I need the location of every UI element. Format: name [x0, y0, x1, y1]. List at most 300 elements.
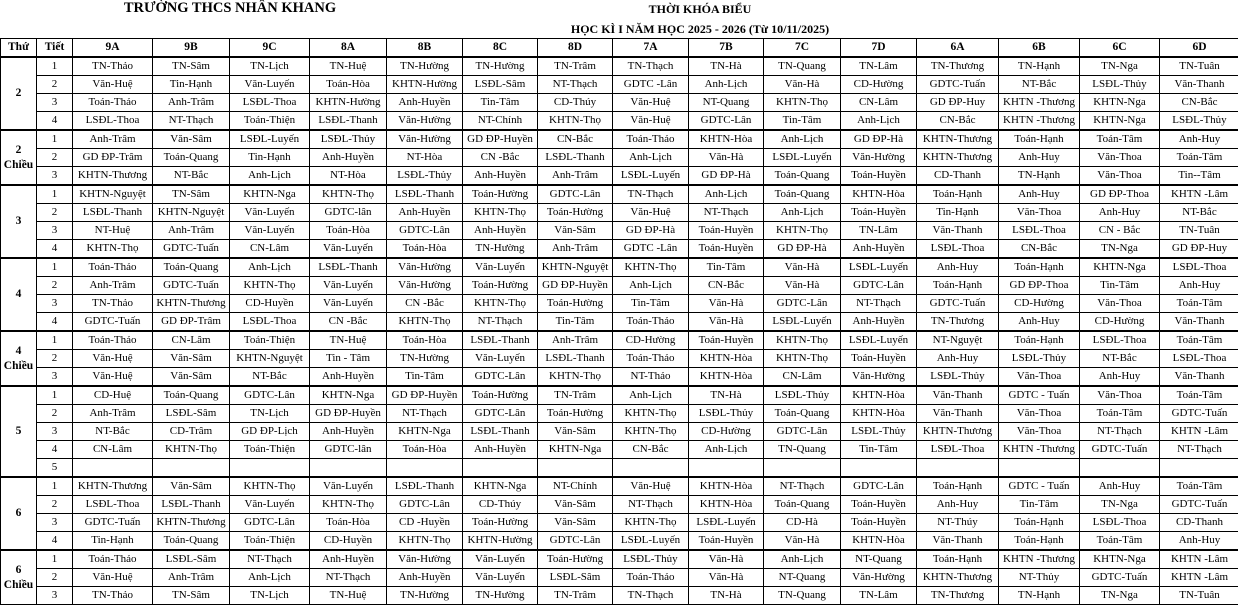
lesson-cell: Toán-Quang	[764, 496, 841, 514]
lesson-cell: KHTN -Lâm	[1160, 185, 1238, 204]
lesson-cell: KHTN-Hòa	[841, 185, 917, 204]
lesson-cell: CD-Huyền	[310, 532, 387, 551]
period-number: 1	[37, 477, 73, 496]
lesson-cell: Toán-Huyền	[841, 496, 917, 514]
lesson-cell: Văn-Luyến	[310, 240, 387, 259]
lesson-cell: Anh-Huy	[1080, 368, 1160, 387]
period-number: 2	[37, 204, 73, 222]
col-header-tiet: Tiết	[37, 39, 73, 58]
lesson-cell: LSĐL-Thủy	[387, 167, 463, 186]
lesson-cell: KHTN-Nguyệt	[73, 185, 153, 204]
lesson-cell	[73, 459, 153, 478]
period-row	[1, 167, 1238, 186]
lesson-cell: Toán-Huyền	[689, 240, 764, 259]
lesson-cell: Văn-Huệ	[73, 76, 153, 94]
lesson-cell: KHTN-Thọ	[153, 441, 230, 459]
timetable	[0, 38, 1238, 605]
lesson-cell: LSĐL-Thoa	[230, 313, 310, 332]
lesson-cell: Toán-Thảo	[613, 130, 689, 149]
lesson-cell: Toán-Thiện	[230, 331, 310, 350]
lesson-cell: NT-Bắc	[1160, 204, 1238, 222]
lesson-cell: Toán-Huyền	[841, 350, 917, 368]
lesson-cell: NT-Thủy	[999, 569, 1080, 587]
lesson-cell: Anh-Lịch	[230, 258, 310, 277]
day-cell	[1, 258, 37, 331]
lesson-cell: GDTC-Tuấn	[917, 76, 999, 94]
lesson-cell: KHTN-Thọ	[310, 496, 387, 514]
lesson-cell: GD ĐP-Lịch	[230, 423, 310, 441]
col-header-class: 6A	[917, 39, 999, 58]
lesson-cell: LSĐL-Luyến	[613, 532, 689, 551]
lesson-cell: GDTC -Lân	[613, 76, 689, 94]
lesson-cell: GDTC-Lân	[689, 112, 764, 131]
col-header-class: 9B	[153, 39, 230, 58]
lesson-cell: Văn-Thoa	[1080, 149, 1160, 167]
period-row	[1, 295, 1238, 313]
lesson-cell: KHTN-Thọ	[613, 514, 689, 532]
period-number: 1	[37, 331, 73, 350]
lesson-cell: Văn-Huệ	[73, 350, 153, 368]
lesson-cell: KHTN-Nga	[1080, 550, 1160, 569]
lesson-cell: GD ĐP-Hà	[764, 240, 841, 259]
lesson-cell: CN-Lâm	[841, 94, 917, 112]
lesson-cell: CD-Hà	[764, 514, 841, 532]
lesson-cell: Toán-Hạnh	[917, 277, 999, 295]
lesson-cell: LSĐL-Luyến	[764, 149, 841, 167]
lesson-cell: GD ĐP-Huyền	[463, 130, 538, 149]
lesson-cell: TN-Lâm	[841, 57, 917, 76]
period-number: 4	[37, 240, 73, 259]
lesson-cell: KHTN-Nga	[230, 185, 310, 204]
lesson-cell: Anh-Lịch	[764, 550, 841, 569]
lesson-cell: LSĐL-Thanh	[387, 477, 463, 496]
lesson-cell: Toán-Quang	[764, 185, 841, 204]
lesson-cell: Anh-Huy	[1160, 277, 1238, 295]
lesson-cell	[999, 459, 1080, 478]
lesson-cell: Văn-Luyến	[230, 76, 310, 94]
lesson-cell: KHTN-Hòa	[689, 368, 764, 387]
period-row	[1, 423, 1238, 441]
lesson-cell: TN-Quang	[764, 441, 841, 459]
lesson-cell: LSĐL-Sâm	[153, 405, 230, 423]
lesson-cell: Tin-Tâm	[689, 258, 764, 277]
lesson-cell: Văn-Huệ	[613, 204, 689, 222]
lesson-cell: Toán-Hạnh	[999, 532, 1080, 551]
lesson-cell: Toán-Hòa	[387, 441, 463, 459]
lesson-cell: Văn-Thanh	[917, 405, 999, 423]
lesson-cell: GDTC-Tuấn	[153, 277, 230, 295]
lesson-cell: TN-Hường	[463, 587, 538, 605]
timetable-body	[1, 57, 1238, 605]
period-row	[1, 532, 1238, 551]
lesson-cell: GDTC-Tuấn	[73, 313, 153, 332]
lesson-cell: TN-Thảo	[73, 295, 153, 313]
lesson-cell: Toán-Hường	[463, 514, 538, 532]
lesson-cell: GDTC - Tuấn	[999, 386, 1080, 405]
lesson-cell: CN -Bắc	[387, 295, 463, 313]
lesson-cell: TN-Quang	[764, 57, 841, 76]
lesson-cell: KHTN -Thương	[999, 441, 1080, 459]
lesson-cell: KHTN -Thương	[999, 112, 1080, 131]
school-name: TRƯỜNG THCS NHÂN KHANG	[96, 0, 364, 16]
day-cell	[1, 130, 37, 185]
lesson-cell: NT-Thạch	[387, 405, 463, 423]
lesson-cell: Văn-Sâm	[538, 423, 613, 441]
period-number: 3	[37, 587, 73, 605]
lesson-cell: CN-Bắc	[613, 441, 689, 459]
lesson-cell: Văn-Hà	[764, 258, 841, 277]
lesson-cell: TN-Hạnh	[999, 167, 1080, 186]
lesson-cell: KHTN -Thương	[999, 94, 1080, 112]
lesson-cell: CD-Thanh	[1160, 514, 1238, 532]
lesson-cell: Toán-Huyền	[841, 514, 917, 532]
lesson-cell	[310, 459, 387, 478]
lesson-cell: NT-Thạch	[538, 76, 613, 94]
lesson-cell: Văn-Huệ	[73, 569, 153, 587]
lesson-cell: LSĐL-Thủy	[310, 130, 387, 149]
period-row	[1, 204, 1238, 222]
lesson-cell: Văn-Luyến	[463, 569, 538, 587]
lesson-cell: CN-Bắc	[999, 240, 1080, 259]
day-label: 6	[1, 506, 36, 521]
lesson-cell: GD ĐP-Huyền	[538, 277, 613, 295]
lesson-cell: KHTN-Thọ	[463, 295, 538, 313]
lesson-cell: Toán-Hạnh	[999, 258, 1080, 277]
lesson-cell: GDTC-Lân	[463, 405, 538, 423]
lesson-cell: Văn-Sâm	[153, 368, 230, 387]
lesson-cell: KHTN-Hòa	[841, 532, 917, 551]
lesson-cell: Toán-Hường	[538, 204, 613, 222]
lesson-cell: NT-Quang	[689, 94, 764, 112]
lesson-cell: Văn-Hường	[387, 550, 463, 569]
lesson-cell: Tin-Hạnh	[230, 149, 310, 167]
lesson-cell: Anh-Huy	[917, 496, 999, 514]
lesson-cell: GDTC-Lân	[538, 532, 613, 551]
lesson-cell: Văn-Sâm	[538, 514, 613, 532]
lesson-cell: NT-Chính	[463, 112, 538, 131]
period-number: 4	[37, 441, 73, 459]
lesson-cell: Tin-Tâm	[387, 368, 463, 387]
lesson-cell: Anh-Huy	[1160, 130, 1238, 149]
lesson-cell: Văn-Thanh	[1160, 313, 1238, 332]
lesson-cell: NT-Thạch	[1160, 441, 1238, 459]
period-number: 1	[37, 130, 73, 149]
period-row	[1, 185, 1238, 204]
day-label: 2	[1, 86, 36, 101]
lesson-cell: GDTC-Lân	[230, 386, 310, 405]
lesson-cell: LSĐL-Thanh	[538, 149, 613, 167]
lesson-cell: Anh-Lịch	[613, 277, 689, 295]
lesson-cell: Văn-Sâm	[153, 350, 230, 368]
lesson-cell: KHTN-Thọ	[764, 94, 841, 112]
day-session-label: Chiều	[1, 359, 36, 374]
lesson-cell: LSĐL-Thủy	[689, 405, 764, 423]
lesson-cell: LSĐL-Sâm	[538, 569, 613, 587]
lesson-cell: Anh-Lịch	[613, 149, 689, 167]
lesson-cell: CD-Huệ	[73, 386, 153, 405]
lesson-cell	[153, 459, 230, 478]
period-number: 2	[37, 569, 73, 587]
lesson-cell: Toán-Quang	[153, 532, 230, 551]
lesson-cell: Anh-Trâm	[73, 277, 153, 295]
lesson-cell: CD -Huyền	[387, 514, 463, 532]
lesson-cell: LSĐL-Thủy	[613, 550, 689, 569]
day-cell	[1, 185, 37, 258]
lesson-cell: LSĐL-Thoa	[917, 441, 999, 459]
lesson-cell: Anh-Huy	[1160, 532, 1238, 551]
lesson-cell: KHTN-Thọ	[764, 331, 841, 350]
period-number: 1	[37, 386, 73, 405]
lesson-cell: LSĐL-Thanh	[310, 258, 387, 277]
period-number: 1	[37, 185, 73, 204]
lesson-cell: KHTN-Hòa	[689, 496, 764, 514]
lesson-cell: KHTN-Nga	[387, 423, 463, 441]
lesson-cell: GDTC-Tuấn	[1080, 569, 1160, 587]
lesson-cell: LSĐL-Thủy	[841, 423, 917, 441]
lesson-cell: Tin-Tâm	[613, 295, 689, 313]
lesson-cell: TN-Huệ	[310, 331, 387, 350]
lesson-cell: Văn-Luyến	[310, 295, 387, 313]
lesson-cell	[387, 459, 463, 478]
lesson-cell: GDTC - Tuấn	[999, 477, 1080, 496]
lesson-cell: TN-Huệ	[310, 57, 387, 76]
period-number: 3	[37, 514, 73, 532]
period-number: 4	[37, 112, 73, 131]
lesson-cell: KHTN-Thương	[73, 477, 153, 496]
lesson-cell: GD ĐP-Hà	[613, 222, 689, 240]
lesson-cell: TN-Hường	[387, 350, 463, 368]
lesson-cell: NT-Thảo	[613, 368, 689, 387]
lesson-cell: CN-Lâm	[73, 441, 153, 459]
lesson-cell: GDTC-Lân	[538, 185, 613, 204]
lesson-cell: TN-Lịch	[230, 587, 310, 605]
lesson-cell: KHTN-Thọ	[538, 112, 613, 131]
lesson-cell: NT-Bắc	[153, 167, 230, 186]
lesson-cell: LSĐL-Thoa	[230, 94, 310, 112]
lesson-cell: Văn-Hà	[689, 569, 764, 587]
col-header-class: 9A	[73, 39, 153, 58]
lesson-cell: Tin-Hạnh	[153, 76, 230, 94]
lesson-cell: Toán-Huyền	[841, 204, 917, 222]
lesson-cell: LSĐL-Thoa	[1080, 514, 1160, 532]
lesson-cell: CN-Bắc	[917, 112, 999, 131]
period-number: 3	[37, 368, 73, 387]
lesson-cell: KHTN-Thọ	[310, 185, 387, 204]
lesson-cell: Toán-Quang	[153, 258, 230, 277]
lesson-cell: LSĐL-Thanh	[310, 112, 387, 131]
lesson-cell: Anh-Lịch	[613, 386, 689, 405]
lesson-cell: KHTN-Thọ	[538, 368, 613, 387]
lesson-cell: GD ĐP-Trâm	[153, 313, 230, 332]
lesson-cell: Văn-Thoa	[999, 204, 1080, 222]
lesson-cell: Văn-Hường	[841, 569, 917, 587]
lesson-cell: GDTC -Lân	[613, 240, 689, 259]
lesson-cell: GD ĐP-Huy	[1160, 240, 1238, 259]
lesson-cell: Anh-Huyền	[387, 569, 463, 587]
lesson-cell: Văn-Luyến	[310, 477, 387, 496]
day-label: 2	[1, 143, 36, 158]
lesson-cell: Văn-Huệ	[613, 112, 689, 131]
lesson-cell: LSĐL-Thủy	[999, 350, 1080, 368]
lesson-cell: KHTN-Nga	[310, 386, 387, 405]
lesson-cell: Văn-Luyến	[463, 258, 538, 277]
lesson-cell: GD ĐP-Trâm	[73, 149, 153, 167]
lesson-cell: KHTN-Hòa	[689, 477, 764, 496]
lesson-cell: GDTC-Lân	[230, 514, 310, 532]
lesson-cell: NT-Thạch	[689, 204, 764, 222]
lesson-cell: Văn-Sâm	[153, 477, 230, 496]
lesson-cell: TN-Lâm	[841, 587, 917, 605]
lesson-cell: Anh-Trâm	[73, 130, 153, 149]
lesson-cell: CD-Thúy	[463, 496, 538, 514]
lesson-cell: KHTN-Thương	[917, 569, 999, 587]
lesson-cell: Tin - Tâm	[310, 350, 387, 368]
lesson-cell: CD-Hường	[999, 295, 1080, 313]
lesson-cell: LSĐL-Luyến	[764, 313, 841, 332]
lesson-cell: LSĐL-Thanh	[463, 331, 538, 350]
day-cell	[1, 57, 37, 130]
lesson-cell: KHTN -Lâm	[1160, 550, 1238, 569]
lesson-cell: TN-Thương	[917, 57, 999, 76]
period-row	[1, 76, 1238, 94]
period-number: 3	[37, 167, 73, 186]
lesson-cell: CN-Bắc	[538, 130, 613, 149]
lesson-cell: Toán-Thảo	[613, 313, 689, 332]
lesson-cell: NT-Thạch	[463, 313, 538, 332]
lesson-cell: LSĐL-Luyến	[230, 130, 310, 149]
lesson-cell: Anh-Lịch	[764, 204, 841, 222]
lesson-cell: Tin-Tâm	[1080, 277, 1160, 295]
lesson-cell: Văn-Thoa	[999, 423, 1080, 441]
lesson-cell: Văn-Hà	[689, 295, 764, 313]
lesson-cell: TN-Hường	[387, 57, 463, 76]
lesson-cell: GDTC-Lân	[387, 496, 463, 514]
lesson-cell: Anh-Huyền	[841, 240, 917, 259]
lesson-cell: TN-Lịch	[230, 405, 310, 423]
lesson-cell: Văn-Thanh	[917, 222, 999, 240]
lesson-cell: GD ĐP-Thoa	[1080, 185, 1160, 204]
day-session-label: Chiều	[1, 578, 36, 593]
lesson-cell: TN-Sâm	[153, 185, 230, 204]
lesson-cell: Văn-Luyến	[463, 550, 538, 569]
lesson-cell: Anh-Huyền	[310, 550, 387, 569]
lesson-cell: CN-Lâm	[230, 240, 310, 259]
lesson-cell: TN-Quang	[764, 587, 841, 605]
lesson-cell: NT-Huệ	[73, 222, 153, 240]
col-header-class: 6C	[1080, 39, 1160, 58]
lesson-cell: Toán-Tâm	[1160, 149, 1238, 167]
lesson-cell: Văn-Hường	[387, 258, 463, 277]
lesson-cell: NT-Hòa	[310, 167, 387, 186]
page-title: THỜI KHÓA BIỂU	[520, 2, 880, 16]
lesson-cell: CN - Bắc	[1080, 222, 1160, 240]
lesson-cell: TN-Sâm	[153, 587, 230, 605]
lesson-cell: KHTN-Thương	[153, 514, 230, 532]
lesson-cell: Toán-Hạnh	[917, 185, 999, 204]
period-row	[1, 368, 1238, 387]
lesson-cell: KHTN-Thọ	[463, 204, 538, 222]
col-header-class: 7C	[764, 39, 841, 58]
lesson-cell: NT-Quang	[764, 569, 841, 587]
lesson-cell: Anh-Huy	[1080, 477, 1160, 496]
lesson-cell: Toán-Tâm	[1160, 477, 1238, 496]
lesson-cell: Tin-Tâm	[538, 313, 613, 332]
lesson-cell: Anh-Lịch	[841, 112, 917, 131]
lesson-cell: Tin-Tâm	[764, 112, 841, 131]
day-cell	[1, 477, 37, 550]
lesson-cell: Toán-Hòa	[310, 222, 387, 240]
lesson-cell: KHTN-Hòa	[689, 350, 764, 368]
period-number: 3	[37, 94, 73, 112]
lesson-cell: Toán-Hòa	[387, 331, 463, 350]
lesson-cell: Toán-Thảo	[73, 94, 153, 112]
period-row	[1, 112, 1238, 131]
lesson-cell: Anh-Huyền	[387, 94, 463, 112]
period-row	[1, 386, 1238, 405]
lesson-cell: Toán-Thảo	[73, 258, 153, 277]
lesson-cell: LSĐL-Thủy	[1160, 112, 1238, 131]
period-row	[1, 94, 1238, 112]
lesson-cell: LSĐL-Thủy	[1080, 76, 1160, 94]
lesson-cell: TN-Hường	[387, 587, 463, 605]
day-session-label: Chiều	[1, 158, 36, 173]
col-header-class: 8C	[463, 39, 538, 58]
lesson-cell: Toán-Huyền	[841, 167, 917, 186]
lesson-cell: CN-Lâm	[153, 331, 230, 350]
lesson-cell: GD ĐP-Hà	[689, 167, 764, 186]
lesson-cell: CD-Huyền	[230, 295, 310, 313]
lesson-cell: TN-Thương	[917, 587, 999, 605]
day-cell	[1, 331, 37, 386]
lesson-cell: CD-Thanh	[917, 167, 999, 186]
lesson-cell: KHTN-Thương	[917, 130, 999, 149]
lesson-cell: KHTN-Hòa	[841, 405, 917, 423]
lesson-cell: NT-Thạch	[1080, 423, 1160, 441]
col-header-class: 8A	[310, 39, 387, 58]
lesson-cell: KHTN-Nguyệt	[153, 204, 230, 222]
lesson-cell: GDTC-Lân	[841, 477, 917, 496]
lesson-cell: Toán-Tâm	[1080, 130, 1160, 149]
lesson-cell: KHTN-Nga	[1080, 94, 1160, 112]
lesson-cell	[230, 459, 310, 478]
lesson-cell: Văn-Thanh	[917, 532, 999, 551]
lesson-cell: Toán-Hường	[463, 277, 538, 295]
lesson-cell: GDTC-Lân	[764, 295, 841, 313]
period-row	[1, 313, 1238, 332]
lesson-cell: Anh-Huyền	[463, 222, 538, 240]
lesson-cell: Toán-Hòa	[387, 240, 463, 259]
period-row	[1, 331, 1238, 350]
lesson-cell: GDTC-Lân	[764, 423, 841, 441]
lesson-cell: Toán-Thảo	[73, 331, 153, 350]
lesson-cell: GDTC-lân	[310, 204, 387, 222]
period-number: 5	[37, 459, 73, 478]
period-number: 1	[37, 57, 73, 76]
lesson-cell: Toán-Hòa	[310, 76, 387, 94]
lesson-cell: CN -Bắc	[310, 313, 387, 332]
lesson-cell: Văn-Thoa	[999, 368, 1080, 387]
lesson-cell: LSĐL-Thoa	[1160, 258, 1238, 277]
lesson-cell: TN-Sâm	[153, 57, 230, 76]
lesson-cell	[689, 459, 764, 478]
period-number: 2	[37, 350, 73, 368]
lesson-cell: LSĐL-Thủy	[917, 368, 999, 387]
lesson-cell: LSĐL-Luyến	[689, 514, 764, 532]
lesson-cell: KHTN-Thọ	[764, 350, 841, 368]
lesson-cell: GD ĐP-Huy	[917, 94, 999, 112]
col-header-class: 7B	[689, 39, 764, 58]
lesson-cell: TN-Nga	[1080, 587, 1160, 605]
